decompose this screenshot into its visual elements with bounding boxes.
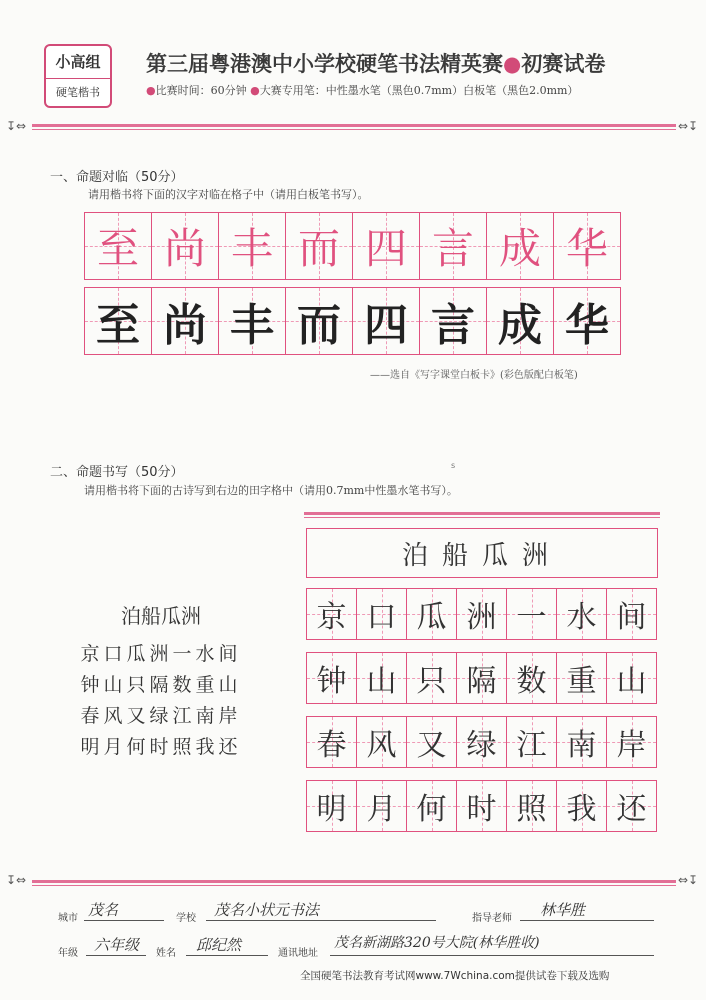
address-label: 通讯地址 (278, 948, 318, 959)
written-char: 山 (616, 664, 647, 699)
written-char: 南 (566, 728, 597, 763)
grid-cell (218, 287, 286, 355)
poem-source (56, 600, 266, 763)
written-char: 何 (416, 792, 447, 827)
model-char: 尚 (163, 300, 207, 351)
bullet-icon: ● (146, 84, 156, 97)
grid-cell (456, 716, 507, 768)
page-title (146, 48, 686, 78)
school-label: 学校 (176, 913, 196, 924)
model-char: 言 (431, 224, 474, 273)
badge-style-label: 硬笔楷书 (56, 86, 100, 99)
teacher-label: 指导老师 (472, 913, 512, 924)
grid-cell (84, 212, 152, 280)
section2-instruction: 请用楷书将下面的古诗写到右边的田字格中（请用0.7mm中性墨水笔书写）。 (84, 484, 458, 497)
school-underline (206, 920, 436, 921)
written-char: 瓜 (416, 600, 447, 635)
group-badge (44, 44, 112, 108)
written-title-box (306, 528, 658, 578)
model-char: 尚 (163, 224, 206, 273)
written-char: 照 (516, 792, 547, 827)
model-char: 至 (96, 300, 140, 351)
written-char: 月 (366, 792, 397, 827)
grid-cell (606, 716, 657, 768)
grid-cell (356, 652, 407, 704)
grade-value: 六年级 (94, 936, 140, 954)
grid-cell (606, 780, 657, 832)
grid-cell (356, 780, 407, 832)
model-char: 华 (565, 224, 608, 273)
written-char: 岸 (616, 728, 647, 763)
model-char: 成 (498, 224, 541, 273)
written-title: 泊船瓜洲 (401, 540, 562, 571)
grid-cell (406, 652, 457, 704)
grid-cell (151, 287, 219, 355)
written-char: 钟 (316, 664, 347, 699)
written-char: 只 (416, 664, 447, 699)
title-dot: ● (503, 52, 522, 76)
writing-row (306, 588, 658, 640)
badge-group-label: 小高组 (46, 46, 110, 79)
bullet-icon: ● (250, 84, 260, 97)
grid-cell (285, 212, 353, 280)
grid-cell (406, 716, 457, 768)
city-value: 茂名 (88, 901, 119, 919)
scroll-mark-left-icon: ↧⇔ (6, 119, 27, 133)
name-underline (186, 955, 268, 956)
written-char: 风 (366, 728, 397, 763)
model-char: 而 (297, 300, 341, 351)
writing-row (306, 652, 658, 704)
written-char: 山 (366, 664, 397, 699)
grid-cell (556, 652, 607, 704)
address-underline (330, 955, 654, 956)
poem-title: 泊船瓜洲 (121, 604, 201, 628)
scroll-mark-right-icon: ⇔↧ (678, 119, 699, 133)
grid-cell (456, 780, 507, 832)
section1-heading: 一、命题对临（50分） (50, 170, 184, 185)
grade-underline (86, 955, 146, 956)
grid-cell (486, 287, 554, 355)
grid-cell (352, 212, 420, 280)
grid-cell (606, 588, 657, 640)
grid-cell (506, 652, 557, 704)
poem-line: 钟山只隔数重山 (80, 674, 242, 696)
written-char: 水 (566, 600, 597, 635)
grid-cell (406, 780, 457, 832)
teacher-value: 林华胜 (540, 901, 586, 919)
grid-cell (218, 212, 286, 280)
grid-cell (285, 287, 353, 355)
section2-heading: 二、命题书写（50分） (50, 465, 184, 480)
grid-cell (456, 588, 507, 640)
grid-cell (306, 652, 357, 704)
writing-grid (306, 588, 658, 844)
source-note: ——选自《写字课堂白板卡》(彩色版配白板笔) (370, 370, 578, 381)
written-char: 口 (366, 600, 397, 635)
model-char: 而 (297, 224, 340, 273)
written-char: 重 (566, 664, 597, 699)
written-char: 春 (316, 728, 347, 763)
grid-cell (406, 588, 457, 640)
model-char: 四 (364, 224, 407, 273)
exam-info (146, 82, 686, 98)
grid-cell (419, 287, 487, 355)
model-char: 丰 (230, 300, 274, 351)
name-value: 邱纪然 (196, 936, 242, 954)
grid-cell (306, 716, 357, 768)
written-char: 又 (416, 728, 447, 763)
written-char: 隔 (466, 664, 497, 699)
exam-pen: 大赛专用笔：中性墨水笔（黑色0.7mm）白板笔（黑色2.0mm） (259, 84, 579, 97)
written-char: 间 (616, 600, 647, 635)
grade-label: 年级 (58, 948, 78, 959)
teacher-underline (520, 920, 654, 921)
grid-cell (456, 652, 507, 704)
grid-cell (606, 652, 657, 704)
grid-cell (553, 287, 621, 355)
grid-cell (352, 287, 420, 355)
scroll-mark-left-icon: ↧⇔ (6, 873, 27, 887)
grid-cell (419, 212, 487, 280)
grid-cell (553, 212, 621, 280)
scroll-mark-right-icon: ⇔↧ (678, 873, 699, 887)
model-char: 言 (431, 300, 475, 351)
written-char: 明 (316, 792, 347, 827)
grid-cell (506, 716, 557, 768)
section1-instruction: 请用楷书将下面的汉字对临在格子中（请用白板笔书写）。 (88, 188, 369, 201)
written-char: 江 (516, 728, 547, 763)
written-char: 京 (316, 600, 347, 635)
grid-cell (506, 588, 557, 640)
grid-cell (356, 716, 407, 768)
school-value: 茂名小状元书法 (214, 901, 320, 919)
website-note: 全国硬笔书法教育考试网www.7Wchina.com提供试卷下载及选购 (300, 970, 610, 982)
written-char: 数 (516, 664, 547, 699)
written-char: 洲 (466, 600, 497, 635)
poem-line: 明月何时照我还 (80, 736, 242, 758)
grid-cell (151, 212, 219, 280)
writing-row (306, 716, 658, 768)
poem-line: 春风又绿江南岸 (80, 705, 242, 727)
written-char: 绿 (466, 728, 497, 763)
written-char: 我 (566, 792, 597, 827)
written-char: 一 (516, 600, 547, 635)
title-suffix: 初赛试卷 (521, 52, 606, 76)
model-char: 至 (96, 224, 139, 273)
model-char: 华 (565, 300, 609, 351)
pink-model-row (84, 212, 621, 280)
model-char: 四 (364, 300, 408, 351)
grid-cell (356, 588, 407, 640)
name-label: 姓名 (156, 948, 176, 959)
page-mark: s (451, 461, 456, 470)
model-char: 丰 (230, 224, 273, 273)
city-label: 城市 (58, 913, 78, 924)
address-value: 茂名新湖路320号大院(林华胜收) (334, 935, 540, 951)
grid-cell (556, 588, 607, 640)
grid-cell (506, 780, 557, 832)
grid-cell (556, 780, 607, 832)
grid-cell (306, 588, 357, 640)
black-model-row (84, 287, 621, 355)
writing-row (306, 780, 658, 832)
grid-cell (306, 780, 357, 832)
grid-cell (486, 212, 554, 280)
city-underline (84, 920, 164, 921)
title-main: 第三届粤港澳中小学校硬笔书法精英赛 (146, 52, 503, 76)
written-char: 还 (616, 792, 647, 827)
model-char: 成 (498, 300, 542, 351)
exam-time: 比赛时间：60分钟 (155, 84, 247, 97)
grid-cell (84, 287, 152, 355)
written-char: 时 (466, 792, 497, 827)
grid-cell (556, 716, 607, 768)
poem-line: 京口瓜洲一水间 (80, 643, 242, 665)
